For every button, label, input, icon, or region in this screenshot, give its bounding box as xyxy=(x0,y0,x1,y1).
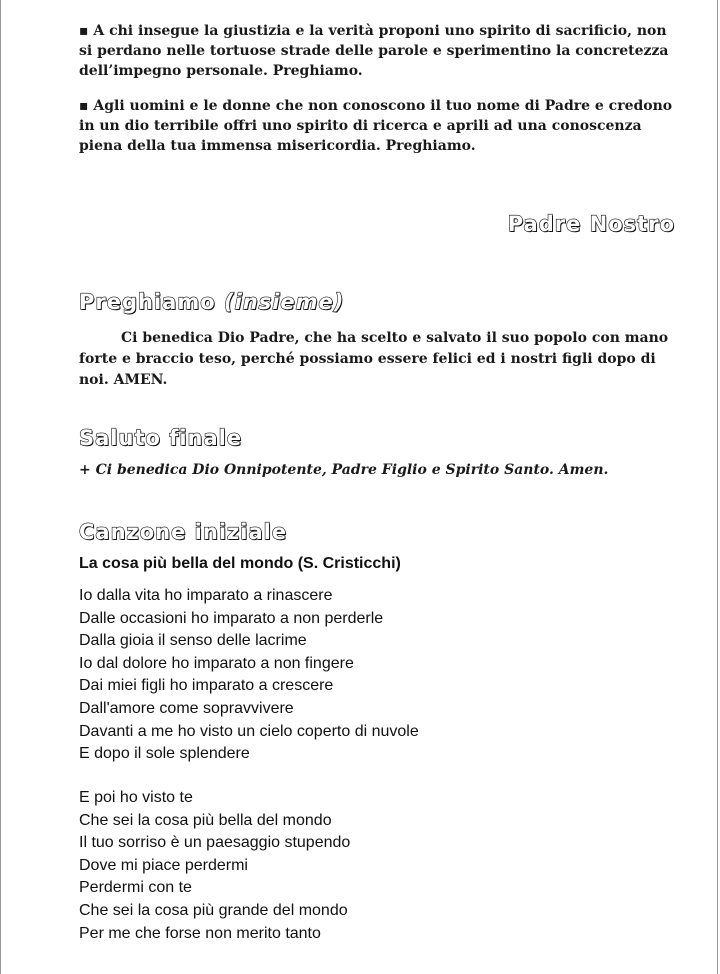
benediction-paragraph: Ci benedica Dio Padre, che ha scelto e salvato il suo popolo con mano forte e braccio teso, perché possiamo essere felici ed i nostri figli dopo di noi. AMEN. xyxy=(79,330,669,388)
preghiamo-heading xyxy=(79,290,344,314)
saluto-text: + Ci benedica Dio Onnipotente, Padre Figlio e Spirito Santo. Amen. xyxy=(79,462,609,478)
lyric-line: Per me che forse non merito tanto xyxy=(79,924,321,942)
intercession-justice: ▪ A chi insegue la giustizia e la verità proponi uno spirito di sacrificio, non si perdano nelle tortuose strade delle parole e sperimentino la concretezza dell’impegno personale. Preghiamo. xyxy=(79,23,669,79)
saluto-finale-heading: Saluto finale xyxy=(79,426,243,450)
lyric-line: Dai miei figli ho imparato a crescere xyxy=(79,677,334,695)
lyric-line: Che sei la cosa più bella del mondo xyxy=(79,811,332,829)
preghiamo-suffix: (insieme) xyxy=(223,290,345,314)
lyric-line: Io dal dolore ho imparato a non fingere xyxy=(79,654,354,672)
lyric-line: Il tuo sorriso è un paesaggio stupendo xyxy=(79,834,351,852)
lyric-line: Dall'amore come sopravvivere xyxy=(79,699,294,717)
lyric-line: Dalla gioia il senso delle lacrime xyxy=(79,632,307,650)
lyric-line: Dalle occasioni ho imparato a non perderle xyxy=(79,609,384,627)
lyrics-stanza-1 xyxy=(79,585,419,766)
lyric-line: Dove mi piace perdermi xyxy=(79,856,248,874)
lyric-line: E poi ho visto te xyxy=(79,789,193,806)
intercession-seekers: ▪ Agli uomini e le donne che non conoscono il tuo nome di Padre e credono in un dio terribile offri uno spirito di ricerca e aprili ad una conoscenza piena della tua immensa misericordia. Preghiamo. xyxy=(79,98,673,154)
lyric-line: E dopo il sole splendere xyxy=(79,745,250,763)
song-title: La cosa più bella del mondo (S. Cristicchi) xyxy=(79,555,401,572)
lyric-line: Davanti a me ho visto un cielo coperto di nuvole xyxy=(79,722,419,740)
preghiamo-title: Preghiamo xyxy=(79,290,216,314)
lyric-line: Io dalla vita ho imparato a rinascere xyxy=(79,587,333,604)
canzone-iniziale-heading: Canzone iniziale xyxy=(79,520,288,544)
padre-nostro-heading: Padre Nostro xyxy=(507,212,675,236)
lyric-line: Perdermi con te xyxy=(79,879,192,897)
lyric-line: Che sei la cosa più grande del mondo xyxy=(79,901,348,919)
lyrics-stanza-2 xyxy=(79,787,350,945)
